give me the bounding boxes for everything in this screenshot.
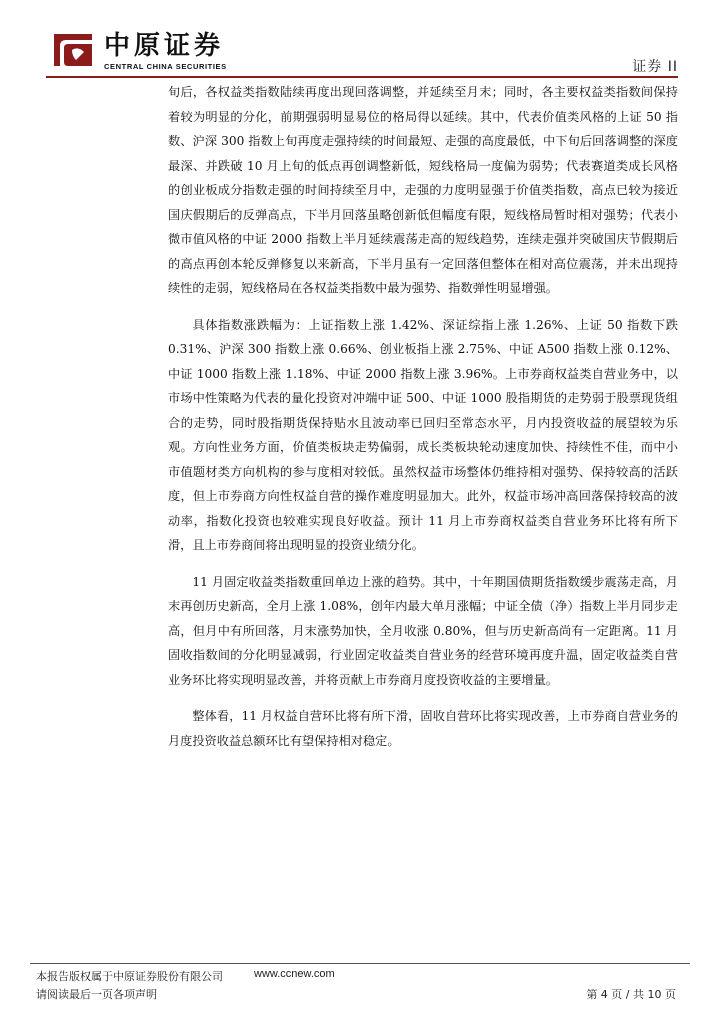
paragraph-summary: 整体看，11 月权益自营环比将有所下滑，固收自营环比将实现改善，上市券商自营业务的月度投资收益总额环比有望保持相对稳定。 [168,709,678,748]
page-footer [0,960,724,1020]
paragraph-equity-trend: 旬后，各权益类指数陆续再度出现回落调整，并延续至月末；同时，各主要权益类指数间保持着较为明显的分化，前期强弱明显易位的格局得以延续。其中，代表价值类风格的上证 50 指数、沪深 300 指数上旬再度走强持续的时间最短、走强的高度最低，中下旬后回落调整的深度最深、并跌破 10 月上旬的低点再创调整新低，短线格局一度偏为弱势；代表赛道类成长风格的创业板成分指数走强的时间持续至月中，走强的力度明显强于价值类指数，高点已较为接近国庆假期后的反弹高点，下半月回落虽略创新低但幅度有限，短线格局暂时相对强势；代表小微市值风格的中证 2000 指数上半月延续震荡走高的短线趋势，连续走强并突破国庆节假期后的高点再创本轮反弹修复以来新高，下半月虽有一定回落但整体在相对高位震荡，并未出现持续性的走弱，短线格局在各权益类指数中最为强势、指数弹性明显增强。 [168,85,678,295]
paragraph-index-performance: 具体指数涨跌幅为：上证指数上涨 1.42%、深证综指上涨 1.26%、上证 50 指数下跌 0.31%、沪深 300 指数上涨 0.66%、创业板指上涨 2.75%、中证 A500 指数上涨 0.12%、中证 1000 指数上涨 1.18%、中证 2000 指数上涨 3.96%。上市券商权益类自营业务中，以市场中性策略为代表的量化投资对冲端中证 500、中证 1000 股指期货的走势弱于股票现货组合的走势，同时股指期货保持贴水且波动率已回归至常态水平，月内投资收益的展望较为乐观。方向性业务方面，价值类板块走势偏弱，成长类板块轮动速度加快、持续性不佳，而中小市值题材类方向机构的参与度相对较低。虽然权益市场整体仍维持相对强势、保持较高的活跃度，但上市券商方向性权益自营的操作难度明显加大。此外，权益市场冲高回落保持较高的波动率，指数化投资也较难实现良好收益。预计 11 月上市券商权益类自营业务环比将有所下滑，且上市券商间将出现明显的投资业绩分化。 [168,317,678,552]
footer-divider [30,963,690,964]
copyright-notice: 本报告版权属于中原证券股份有限公司 [36,970,223,983]
paragraph-fixed-income: 11 月固定收益类指数重回单边上涨的趋势。其中，十年期国债期货指数缓步震荡走高，月末再创历史新高，全月上涨 1.08%，创年内最大单月涨幅；中证全债（净）指数上半月同步走高，但月中有所回落，月末涨势加快，全月收涨 0.80%，但与历史新高尚有一定距离。11 月固收指数间的分化明显减弱，行业固定收益类自营业务的经营环境再度升温，固定收益类自营业务环比将实现明显改善，并将贡献上市券商月度投资收益的主要增量。 [168,574,678,687]
disclaimer-note: 请阅读最后一页各项声明 [36,988,157,1001]
page-header [0,0,724,80]
page-number: 第 4 页 / 共 10 页 [586,988,676,1001]
brand-name-cn: 中原证券 [104,31,225,61]
central-china-securities-logo-icon [50,30,96,70]
report-body [168,80,678,753]
website-link[interactable]: www.ccnew.com [254,968,335,980]
header-divider [46,76,678,78]
document-type-label: 证券 II [632,59,678,75]
brand-name-en: CENTRAL CHINA SECURITIES [104,62,227,71]
